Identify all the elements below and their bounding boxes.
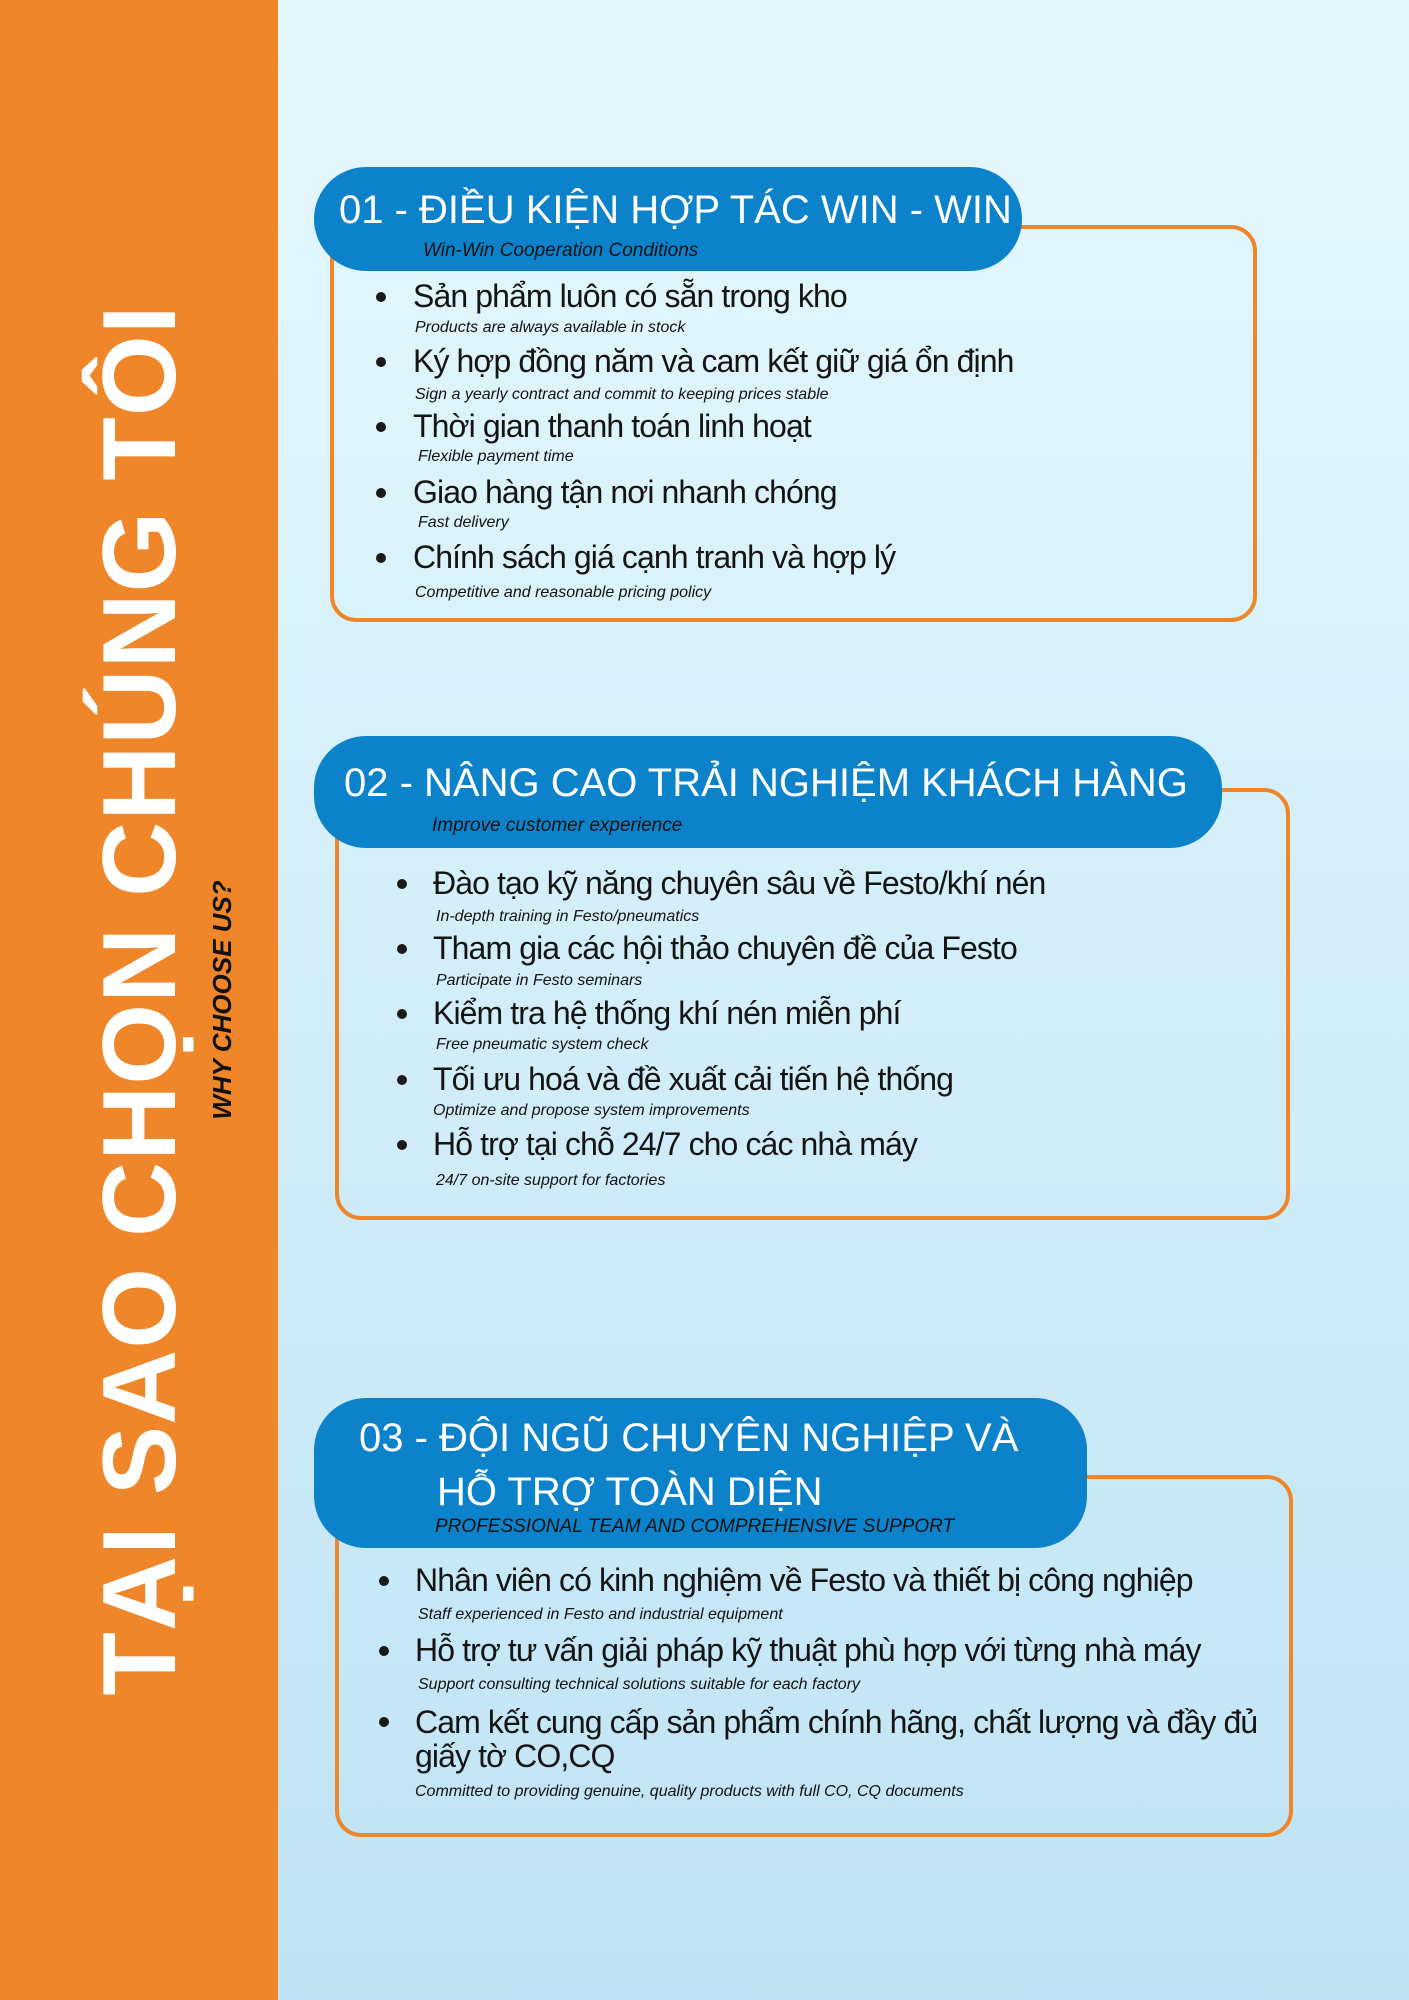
section-3-header <box>314 1398 1087 1548</box>
bullet-icon <box>376 553 386 563</box>
item-translation: Committed to providing genuine, quality products with full CO, CQ documents <box>415 1783 964 1800</box>
item-text: Ký hợp đồng năm và cam kết giữ giá ổn định <box>413 343 1014 379</box>
item-translation: Free pneumatic system check <box>436 1036 649 1053</box>
section-3-subtitle: PROFESSIONAL TEAM AND COMPREHENSIVE SUPPORT <box>435 1516 955 1537</box>
item-text: Tham gia các hội thảo chuyên đề của Festo <box>433 930 1017 966</box>
bullet-icon <box>397 1009 407 1019</box>
section-2-title: 02 - NÂNG CAO TRẢI NGHIỆM KHÁCH HÀNG <box>344 761 1188 805</box>
section-1-subtitle: Win-Win Cooperation Conditions <box>423 240 699 261</box>
sidebar <box>0 0 278 2000</box>
bullet-icon <box>397 1075 407 1085</box>
item-text: Tối ưu hoá và đề xuất cải tiến hệ thống <box>433 1061 954 1097</box>
item-text: Đào tạo kỹ năng chuyên sâu về Festo/khí nén <box>433 865 1046 901</box>
item-translation: Participate in Festo seminars <box>436 972 643 989</box>
item-translation: In-depth training in Festo/pneumatics <box>436 908 700 925</box>
section-2-subtitle: Improve customer experience <box>432 815 683 836</box>
item-text: Thời gian thanh toán linh hoạt <box>413 408 811 444</box>
bullet-icon <box>379 1646 389 1656</box>
item-translation: Optimize and propose system improvements <box>433 1102 750 1119</box>
section-1-header <box>314 167 1022 271</box>
sidebar-subtitle: WHY CHOOSE US? <box>207 880 237 1120</box>
sidebar-title: TẠI SAO CHỌN CHÚNG TÔI <box>82 304 198 1696</box>
item-text: Hỗ trợ tại chỗ 24/7 cho các nhà máy <box>433 1126 917 1162</box>
bullet-icon <box>376 357 386 367</box>
item-translation: Sign a yearly contract and commit to keeping prices stable <box>415 386 829 403</box>
item-text: Sản phẩm luôn có sẵn trong kho <box>413 278 847 314</box>
bullet-icon <box>379 1576 389 1586</box>
item-text: Hỗ trợ tư vấn giải pháp kỹ thuật phù hợp với từng nhà máy <box>415 1632 1201 1668</box>
bullet-icon <box>397 1140 407 1150</box>
item-text: Kiểm tra hệ thống khí nén miễn phí <box>433 995 901 1031</box>
item-text: Cam kết cung cấp sản phẩm chính hãng, chất lượng và đầy đủ giấy tờ CO,CQ <box>415 1704 1258 1774</box>
item-translation: Staff experienced in Festo and industrial equipment <box>418 1606 783 1623</box>
section-2-header <box>314 736 1222 848</box>
item-translation: 24/7 on-site support for factories <box>436 1172 666 1189</box>
item-text: Chính sách giá cạnh tranh và hợp lý <box>413 539 896 575</box>
bullet-icon <box>397 944 407 954</box>
item-translation: Fast delivery <box>418 514 509 531</box>
bullet-icon <box>379 1717 389 1727</box>
section-3-title-line2: HỖ TRỢ TOÀN DIỆN <box>437 1470 823 1514</box>
bullet-icon <box>397 879 407 889</box>
item-text: Nhân viên có kinh nghiệm về Festo và thiết bị công nghiệp <box>415 1562 1193 1598</box>
item-text: Giao hàng tận nơi nhanh chóng <box>413 474 837 510</box>
bullet-icon <box>376 488 386 498</box>
bullet-icon <box>376 292 386 302</box>
bullet-icon <box>376 422 386 432</box>
section-1-title: 01 - ĐIỀU KIỆN HỢP TÁC WIN - WIN <box>339 188 1012 232</box>
item-translation: Support consulting technical solutions suitable for each factory <box>418 1676 861 1693</box>
item-translation: Products are always available in stock <box>415 319 686 336</box>
item-translation: Competitive and reasonable pricing policy <box>415 584 712 601</box>
item-translation: Flexible payment time <box>418 448 574 465</box>
section-3-title-line1: 03 - ĐỘI NGŨ CHUYÊN NGHIỆP VÀ <box>359 1416 1019 1460</box>
